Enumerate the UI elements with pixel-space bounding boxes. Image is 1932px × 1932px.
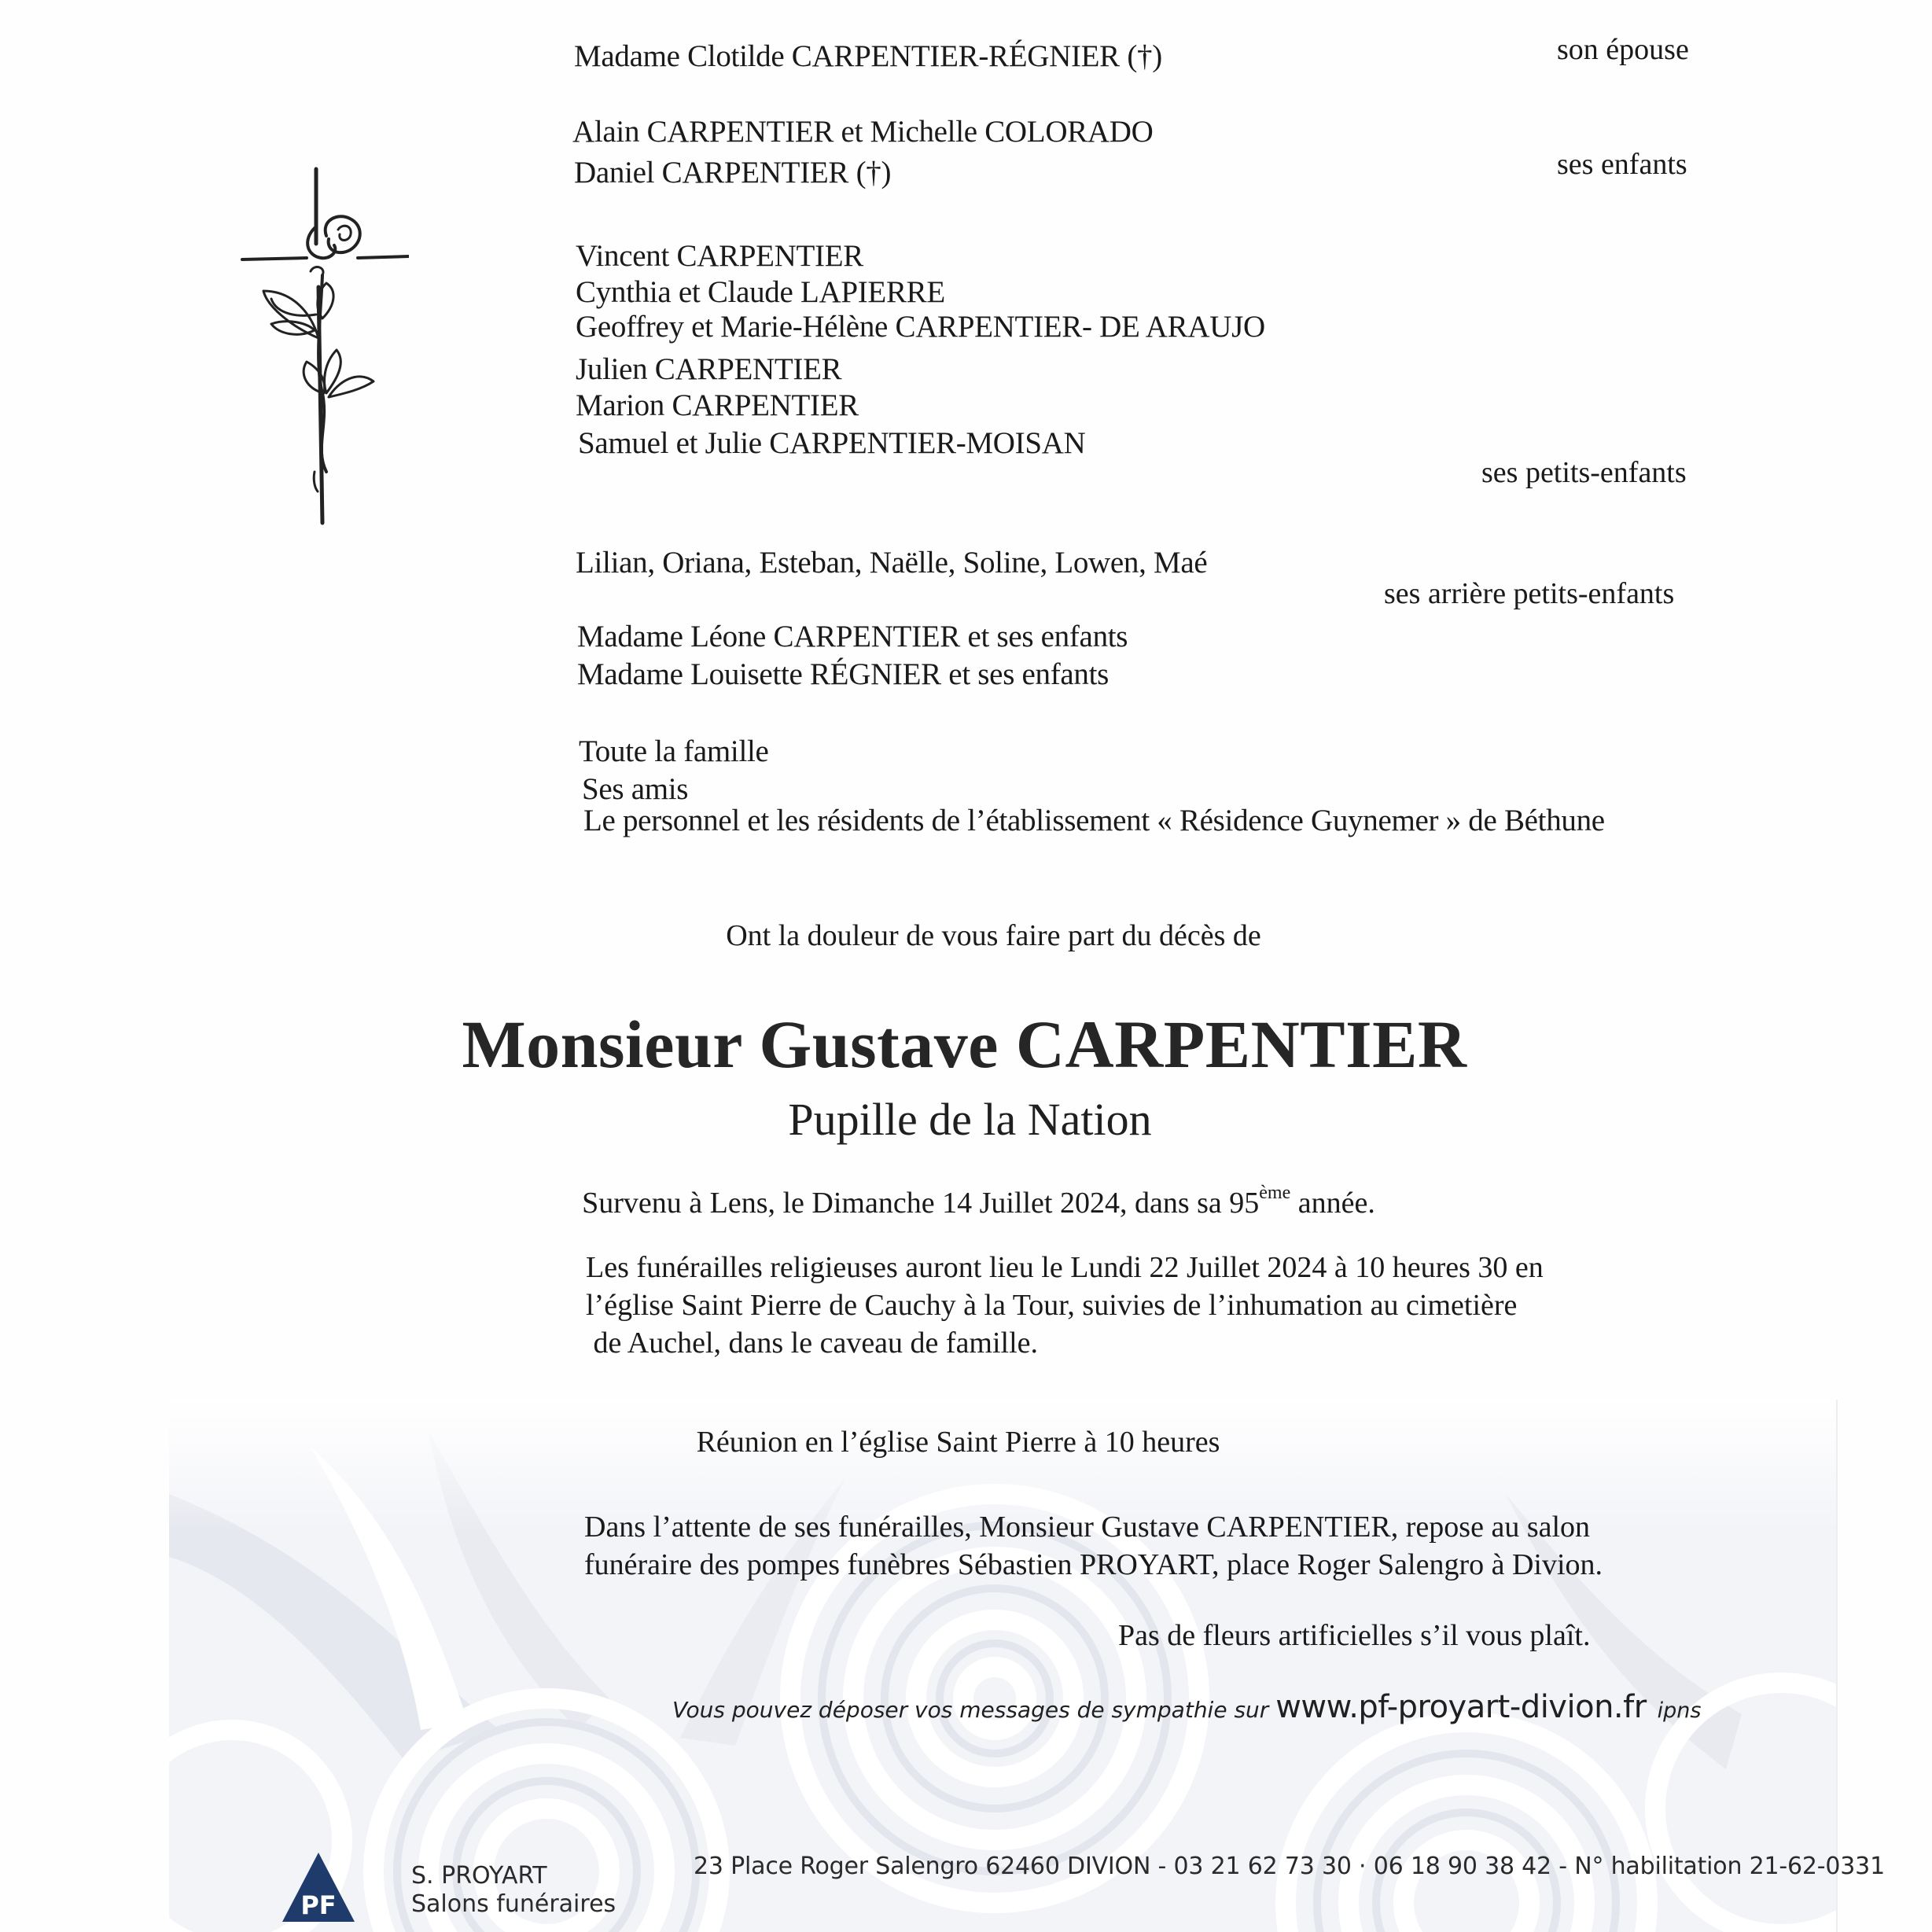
funeral-line: Les funérailles religieuses auront lieu le Lundi 22 Juillet 2024 à 10 heures 30 en (586, 1251, 1544, 1284)
family-spouse-name: Madame Clotilde CARPENTIER-RÉGNIER (†) (574, 39, 1162, 73)
family-residence-staff: Le personnel et les résidents de l’établissement « Résidence Guynemer » de Béthune (583, 804, 1605, 837)
family-child-name: Daniel CARPENTIER (†) (574, 156, 892, 190)
repose-details (584, 1508, 1603, 1584)
funeral-line: de Auchel, dans le caveau de famille. (586, 1327, 1039, 1360)
flowers-note: Pas de fleurs artificielles s’il vous plaît. (1118, 1619, 1591, 1652)
family-relative-name: Madame Léone CARPENTIER et ses enfants (577, 620, 1128, 653)
family-grandchild-name: Samuel et Julie CARPENTIER-MOISAN (578, 426, 1086, 460)
announcement-intro: Ont la douleur de vous faire part du décès de (726, 919, 1261, 952)
meeting-note: Réunion en l’église Saint Pierre à 10 heures (696, 1426, 1220, 1459)
death-ordinal: ème (1259, 1183, 1291, 1203)
family-relative-name: Madame Louisette RÉGNIER et ses enfants (577, 657, 1110, 691)
relation-great-grandchildren: ses arrière petits-enfants (1384, 577, 1675, 610)
repose-line: funéraire des pompes funèbres Sébastien PROYART, place Roger Salengro à Divion. (584, 1548, 1603, 1581)
family-general: Toute la famille (579, 734, 769, 768)
sympathy-website-link[interactable]: www.pf-proyart-divion.fr (1275, 1689, 1647, 1725)
funeral-line: l’église Saint Pierre de Cauchy à la Tour, suivies de l’inhumation au cimetière (586, 1289, 1518, 1322)
family-grandchild-name: Vincent CARPENTIER (576, 239, 863, 273)
repose-line: Dans l’attente de ses funérailles, Monsieur Gustave CARPENTIER, repose au salon (584, 1511, 1591, 1544)
death-statement-end: année. (1290, 1187, 1375, 1220)
cross-rose-icon (228, 157, 409, 527)
funeral-home-brand (411, 1862, 616, 1919)
svg-text:PF: PF (300, 1890, 337, 1920)
family-great-grandchildren-names: Lilian, Oriana, Esteban, Naëlle, Soline, Lowen, Maé (576, 546, 1208, 580)
death-statement-main: Survenu à Lens, le Dimanche 14 Juillet 2024, dans sa 95 (582, 1187, 1260, 1220)
family-grandchild-name: Julien CARPENTIER (576, 352, 842, 386)
death-statement (13, 1183, 1932, 1220)
deceased-name: Monsieur Gustave CARPENTIER (462, 1006, 1467, 1082)
family-grandchild-name: Geoffrey et Marie-Hélène CARPENTIER- DE ARAUJO (576, 310, 1265, 344)
relation-grandchildren: ses petits-enfants (1481, 456, 1687, 489)
funeral-details (586, 1249, 1544, 1362)
pf-logo-icon (281, 1851, 356, 1923)
family-friends: Ses amis (582, 772, 689, 806)
funeral-home-address: 23 Place Roger Salengro 62460 DIVION - 03 21 62 73 30 · 06 18 90 38 42 - N° habilitation 21-62-0331 (694, 1853, 1885, 1880)
family-child-name: Alain CARPENTIER et Michelle COLORADO (572, 115, 1154, 149)
brand-name: S. PROYART (411, 1862, 547, 1890)
ipns-mark: ipns (1657, 1698, 1702, 1723)
relation-spouse: son épouse (1557, 33, 1689, 66)
deceased-title: Pupille de la Nation (788, 1094, 1152, 1145)
brand-tagline: Salons funéraires (411, 1890, 616, 1918)
family-grandchild-name: Cynthia et Claude LAPIERRE (576, 275, 945, 309)
family-grandchild-name: Marion CARPENTIER (576, 388, 859, 422)
relation-children: ses enfants (1557, 148, 1687, 181)
sympathy-message (672, 1689, 1701, 1725)
sympathy-text: Vous pouvez déposer vos messages de sympathie sur (672, 1697, 1276, 1723)
